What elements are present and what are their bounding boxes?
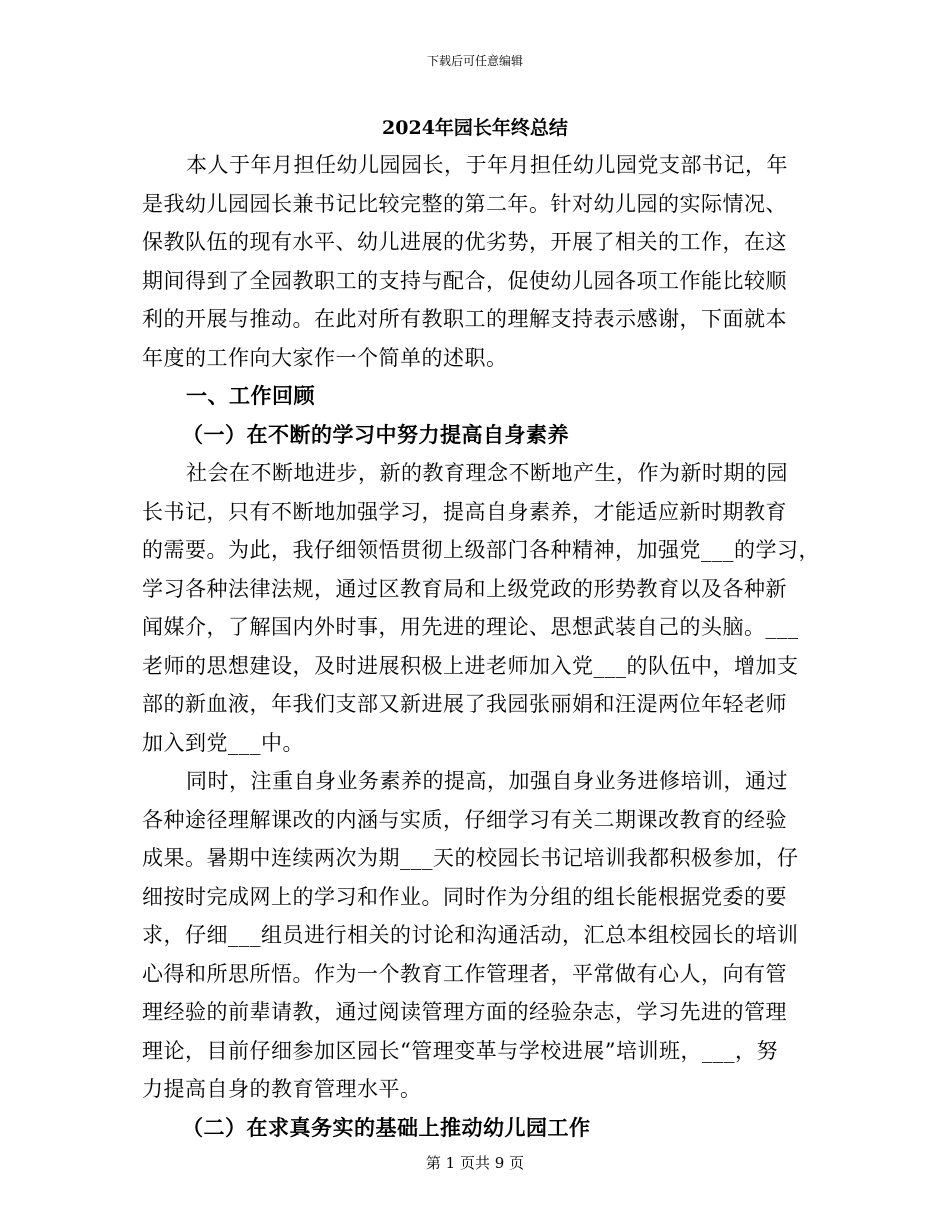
body-line: 是我幼儿园园长兼书记比较完整的第二年。针对幼儿园的实际情况、 <box>142 191 787 216</box>
body-line: 期间得到了全园教职工的支持与配合，促使幼儿园各项工作能比较顺 <box>142 268 787 293</box>
body-line: 闻媒介，了解国内外时事，用先进的理论、思想武装自己的头脑。___ <box>142 615 799 639</box>
body-line: 老师的思想建设，及时进展积极上进老师加入党___的队伍中，增加支 <box>142 653 799 678</box>
subsection-heading: （一）在不断的学习中努力提高自身素养 <box>182 421 569 447</box>
body-line: 心得和所思所悟。作为一个教育工作管理者，平常做有心人，向有管 <box>142 961 787 986</box>
body-line: 保教队伍的现有水平、幼儿进展的优劣势，开展了相关的工作，在这 <box>142 230 787 254</box>
body-line: 学习各种法律法规，通过区教育局和上级党政的形势教育以及各种新 <box>142 576 787 601</box>
body-line: 同时，注重自身业务素养的提高，加强自身业务进修培训，通过 <box>186 769 788 793</box>
body-line: 求，仔细___组员进行相关的讨论和沟通活动，汇总本组校园长的培训 <box>142 923 799 947</box>
body-line: 理经验的前辈请教，通过阅读管理方面的经验杂志，学习先进的管理 <box>142 1000 787 1024</box>
body-line: 部的新血液，年我们支部又新进展了我园张丽娟和汪湜两位年轻老师 <box>142 692 787 716</box>
header-note: 下载后可任意编辑 <box>426 54 523 68</box>
body-line: 利的开展与推动。在此对所有教职工的理解支持表示感谢，下面就本 <box>142 307 787 331</box>
document-title: 2024年园长年终总结 <box>382 117 568 139</box>
body-line: 理论，目前仔细参加区园长“管理变革与学校进展”培训班，___，努 <box>142 1038 778 1063</box>
body-line: 长书记，只有不断地加强学习，提高自身素养，才能适应新时期教育 <box>142 499 787 524</box>
body-line: 社会在不断地进步，新的教育理念不断地产生，作为新时期的园 <box>186 461 788 485</box>
page-number: 第 1 页共 9 页 <box>425 1154 525 1172</box>
body-line: 本人于年月担任幼儿园园长，于年月担任幼儿园党支部书记，年 <box>186 153 788 177</box>
body-line: 成果。暑期中连续两次为期___天的校园长书记培训我都积极参加，仔 <box>142 846 799 870</box>
subsection-heading: （二）在求真务实的基础上推动幼儿园工作 <box>182 1114 591 1140</box>
document-body <box>142 146 820 1147</box>
body-line: 年度的工作向大家作一个简单的述职。 <box>142 345 508 370</box>
body-line: 各种途径理解课改的内涵与实质，仔细学习有关二期课改教育的经验 <box>142 807 787 832</box>
body-line: 细按时完成网上的学习和作业。同时作为分组的组长能根据党委的要 <box>142 884 787 909</box>
body-line: 加入到党___中。 <box>142 730 304 755</box>
body-line: 力提高自身的教育管理水平。 <box>142 1077 422 1101</box>
section-heading: 一、工作回顾 <box>186 383 315 408</box>
body-line: 的需要。为此，我仔细领悟贯彻上级部门各种精神，加强党___的学习， <box>142 538 820 562</box>
